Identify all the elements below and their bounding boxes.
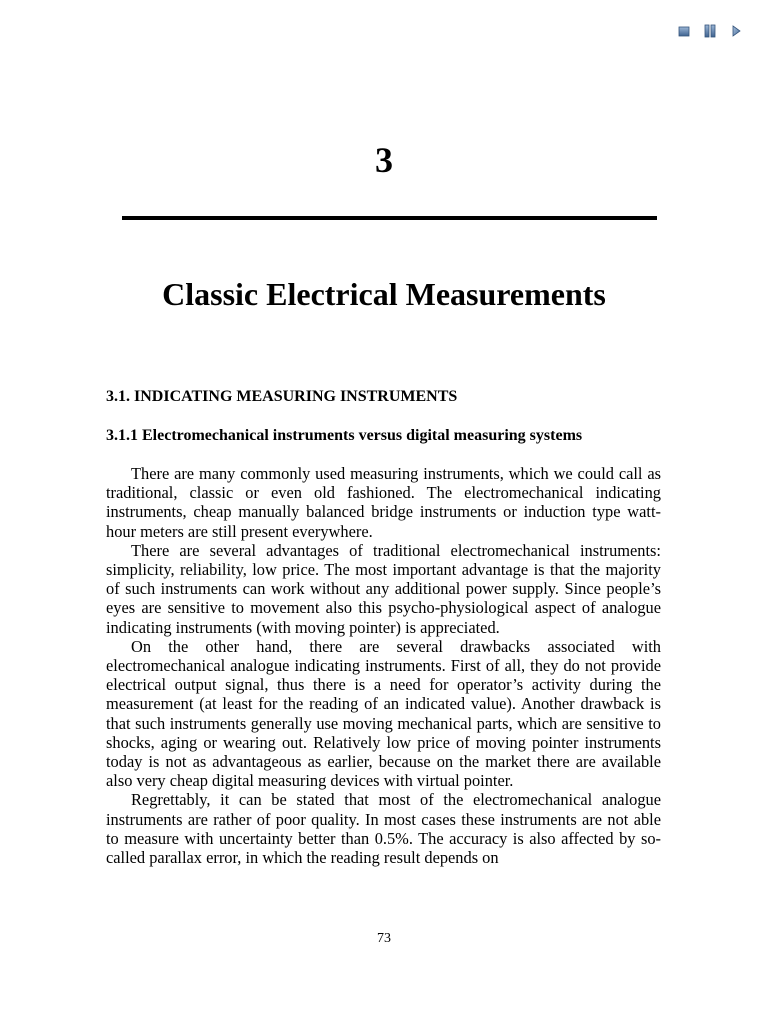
paragraph: There are several advantages of traditional electromechanical instruments: simplicity, reliability, low price. The most important advantage is that the majority of such instruments can work without any additional power supply. Since people’s eyes are sensitive to movement also this psycho-physiological aspect of analogue indicating instruments (with moving pointer) is appreciated. [106,540,661,637]
next-page-button[interactable] [728,23,744,39]
viewer-controls [676,23,744,39]
body-text [106,464,661,867]
paragraph: Regrettably, it can be stated that most of the electromechanical analogue instruments are rather of poor quality. In most cases these instruments are not able to measure with uncertainty better than 0.5%. The accuracy is also affected by so-called parallax error, in which the reading result depends on [106,790,661,868]
chapter-title: Classic Electrical Measurements [162,276,606,312]
paragraph: On the other hand, there are several drawbacks associated with electromechanical analogue indicating instruments. First of all, they do not provide electrical output signal, thus there is a need for operator’s activity during the measurement (at least for the reading of an indicated value). Another drawback is that such instruments generally use moving mechanical parts, which are sensitive to shocks, aging or wearing out. Relatively low price of moving pointer instruments today is not as advantageous as earlier, because on the market there are available also very cheap digital measuring devices with virtual pointer. [106,636,661,791]
first-page-button[interactable] [676,23,692,39]
chapter-number: 3 [375,140,393,180]
page-number: 73 [377,931,391,946]
pause-button[interactable] [702,23,718,39]
pause-icon [703,23,717,39]
paragraph: There are many commonly used measuring instruments, which we could call as traditional, classic or even old fashioned. The electromechanical indicating instruments, cheap manually balanced bridge instruments or induction type watt-hour meters are still present everywhere. [106,464,661,541]
play-icon [730,24,742,38]
chapter-divider [122,216,657,220]
stop-icon [677,24,691,38]
subsection-heading: 3.1.1 Electromechanical instruments versus digital measuring systems [106,427,583,444]
section-heading: 3.1. INDICATING MEASURING INSTRUMENTS [106,388,458,405]
